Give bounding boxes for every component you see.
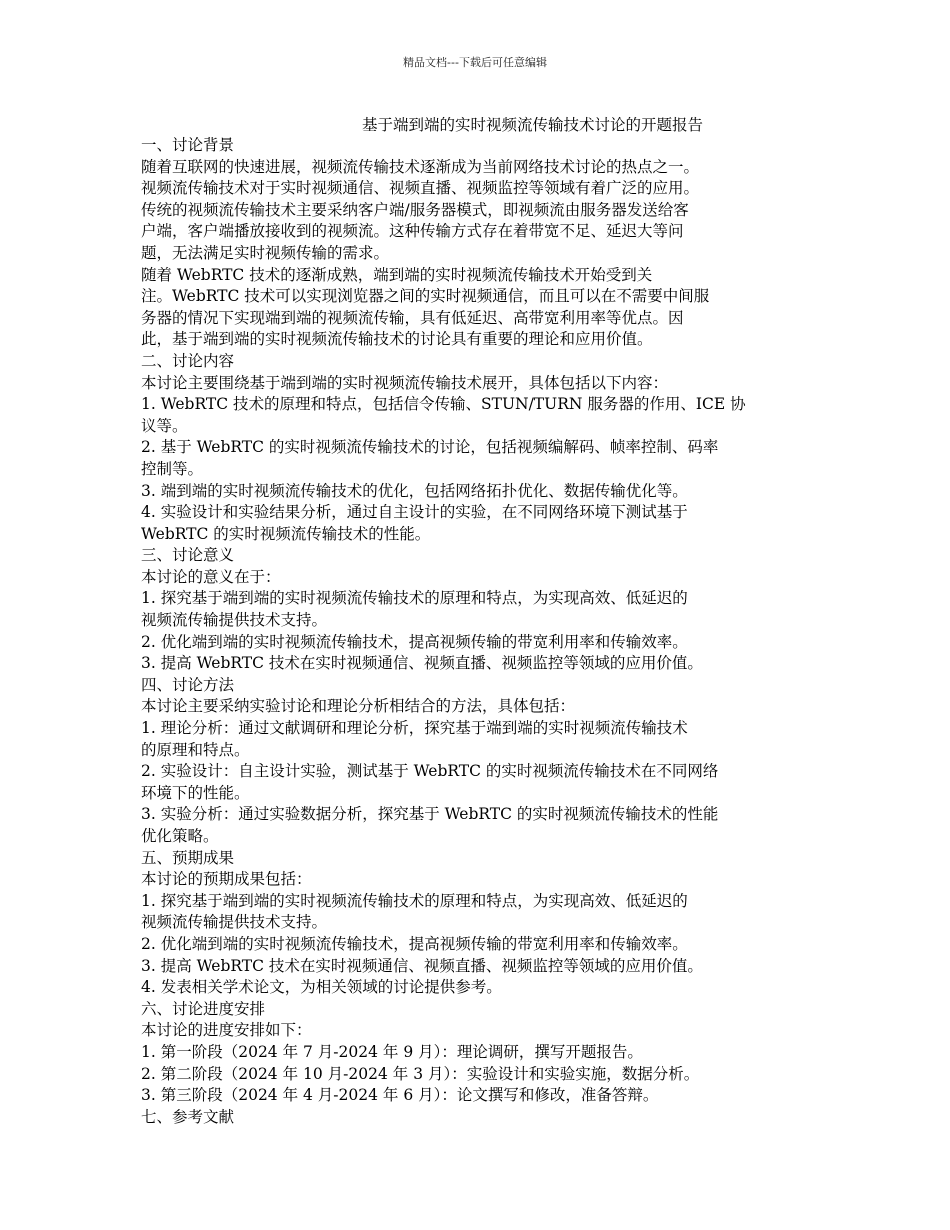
text-line: 本讨论主要采纳实验讨论和理论分析相结合的方法，具体包括： <box>141 697 576 716</box>
text-line: 环境下的性能。 <box>141 783 250 802</box>
text-line: 务器的情况下实现端到端的视频流传输，具有低延迟、高带宽利用率等优点。因 <box>141 308 684 327</box>
text-line: 四、讨论方法 <box>141 675 235 694</box>
text-line: WebRTC 的实时视频流传输技术的性能。 <box>141 524 431 543</box>
text-line: 4. 实验设计和实验结果分析，通过自主设计的实验，在不同网络环境下测试基于 <box>141 503 688 522</box>
text-line: 2. 基于 WebRTC 的实时视频流传输技术的讨论，包括视频编解码、帧率控制、码率 <box>141 438 719 457</box>
text-line: 一、讨论背景 <box>141 136 235 154</box>
text-line: 此，基于端到端的实时视频流传输技术的讨论具有重要的理论和应用价值。 <box>141 330 653 349</box>
text-line: 2. 第二阶段（2024 年 10 月-2024 年 3 月）：实验设计和实验实施，数据分析。 <box>141 1064 700 1083</box>
text-line: 五、预期成果 <box>141 848 235 867</box>
page-header: 精品文档---下载后可任意编辑 <box>403 56 547 69</box>
document-title: 基于端到端的实时视频流传输技术讨论的开题报告 <box>362 116 704 134</box>
text-line: 三、讨论意义 <box>141 546 235 565</box>
text-line: 2. 优化端到端的实时视频流传输技术，提高视频传输的带宽利用率和传输效率。 <box>141 632 688 651</box>
text-line: 控制等。 <box>141 459 204 478</box>
text-line: 3. 提高 WebRTC 技术在实时视频通信、视频直播、视频监控等领域的应用价值。 <box>141 956 703 975</box>
text-line: 户端，客户端播放接收到的视频流。这种传输方式存在着带宽不足、延迟大等问 <box>141 222 684 241</box>
text-line: 优化策略。 <box>141 827 219 845</box>
text-line: 3. 实验分析：通过实验数据分析，探究基于 WebRTC 的实时视频流传输技术的性能 <box>141 805 719 824</box>
text-line: 视频流传输技术对于实时视频通信、视频直播、视频监控等领域有着广泛的应用。 <box>141 179 700 198</box>
text-line: 随着 WebRTC 技术的逐渐成熟，端到端的实时视频流传输技术开始受到关 <box>141 265 653 284</box>
text-line: 3. 第三阶段（2024 年 4 月-2024 年 6 月）：论文撰写和修改，准备答辩。 <box>141 1086 659 1105</box>
text-line: 二、讨论内容 <box>141 351 235 370</box>
text-line: 本讨论的意义在于： <box>141 567 281 586</box>
text-line: 2. 实验设计：自主设计实验，测试基于 WebRTC 的实时视频流传输技术在不同网络 <box>141 762 719 781</box>
text-line: 3. 提高 WebRTC 技术在实时视频通信、视频直播、视频监控等领域的应用价值。 <box>141 654 703 673</box>
text-line: 注。WebRTC 技术可以实现浏览器之间的实时视频通信，而且可以在不需要中间服 <box>141 287 710 306</box>
text-line: 随着互联网的快速进展，视频流传输技术逐渐成为当前网络技术讨论的热点之一。 <box>141 157 700 176</box>
text-line: 1. WebRTC 技术的原理和特点，包括信令传输、STUN/TURN 服务器的作用、ICE 协 <box>141 395 746 414</box>
text-line: 本讨论的预期成果包括： <box>141 870 312 889</box>
text-line: 本讨论主要围绕基于端到端的实时视频流传输技术展开，具体包括以下内容： <box>141 373 669 392</box>
text-line: 视频流传输提供技术支持。 <box>141 611 328 630</box>
text-line: 七、参考文献 <box>141 1107 235 1126</box>
text-line: 2. 优化端到端的实时视频流传输技术，提高视频传输的带宽利用率和传输效率。 <box>141 934 688 953</box>
text-line: 的原理和特点。 <box>141 740 250 759</box>
text-line: 1. 理论分析：通过文献调研和理论分析，探究基于端到端的实时视频流传输技术 <box>141 719 688 738</box>
text-line: 传统的视频流传输技术主要采纳客户端/服务器模式，即视频流由服务器发送给客 <box>141 200 689 219</box>
text-line: 3. 端到端的实时视频流传输技术的优化，包括网络拓扑优化、数据传输优化等。 <box>141 481 688 500</box>
text-line: 本讨论的进度安排如下： <box>141 1021 312 1040</box>
text-line: 1. 第一阶段（2024 年 7 月-2024 年 9 月）：理论调研，撰写开题报告。 <box>141 1042 643 1061</box>
text-line: 4. 发表相关学术论文，为相关领域的讨论提供参考。 <box>141 978 502 997</box>
text-line: 视频流传输提供技术支持。 <box>141 913 328 932</box>
text-line: 六、讨论进度安排 <box>141 999 266 1018</box>
text-line: 题，无法满足实时视频传输的需求。 <box>141 243 390 262</box>
text-line: 议等。 <box>141 416 188 435</box>
document-body <box>141 135 813 1128</box>
text-line: 1. 探究基于端到端的实时视频流传输技术的原理和特点，为实现高效、低延迟的 <box>141 891 688 910</box>
text-line: 1. 探究基于端到端的实时视频流传输技术的原理和特点，为实现高效、低延迟的 <box>141 589 688 608</box>
